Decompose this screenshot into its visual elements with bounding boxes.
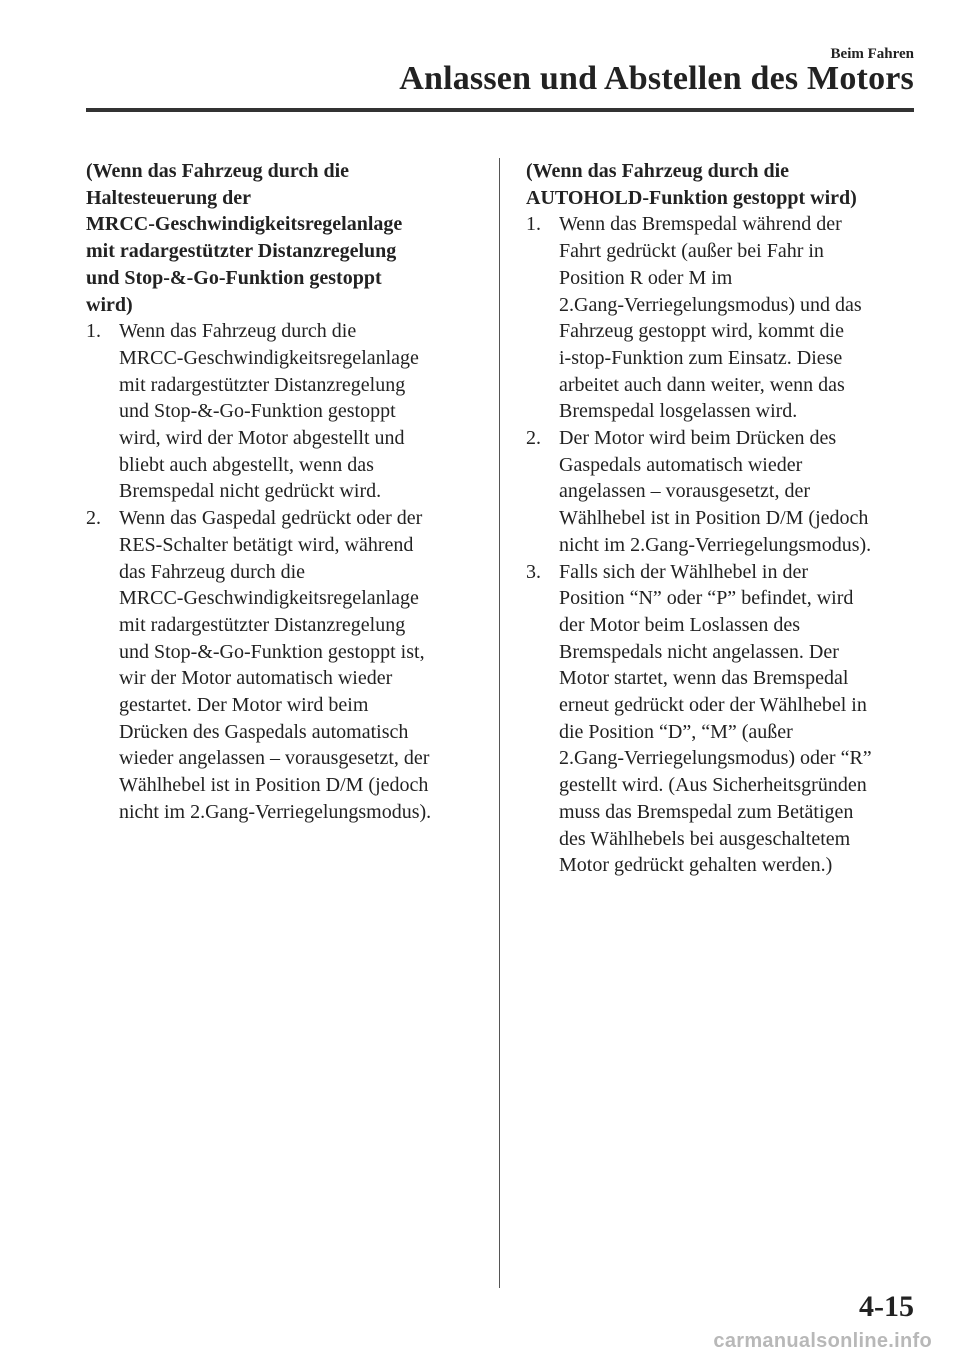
item-line: wird, wird der Motor abgestellt und	[119, 427, 405, 450]
right-heading	[526, 158, 921, 211]
header-rule	[86, 108, 914, 112]
item-line: arbeitet auch dann weiter, wenn das	[559, 373, 845, 396]
item-line: MRCC-Geschwindigkeitsregelanlage	[119, 346, 419, 369]
item-line: wir der Motor automatisch wieder	[119, 667, 393, 690]
right-list	[526, 211, 921, 879]
item-line: MRCC-Geschwindigkeitsregelanlage	[119, 587, 419, 610]
item-line: gestellt wird. (Aus Sicherheitsgründen	[559, 774, 867, 797]
page-title: Anlassen und Abstellen des Motors	[399, 60, 914, 97]
item-number: 2.	[526, 427, 541, 450]
page-number: 4-15	[859, 1290, 914, 1323]
item-line: das Fahrzeug durch die	[119, 560, 306, 583]
item-line: 2.Gang-Verriegelungsmodus) oder “R”	[559, 747, 872, 770]
item-line: der Motor beim Loslassen des	[559, 613, 801, 636]
list-item	[526, 559, 921, 879]
item-text	[559, 559, 921, 879]
item-text	[559, 425, 921, 559]
column-divider	[499, 158, 500, 1288]
item-line: des Wählhebels bei ausgeschaltetem	[559, 827, 851, 850]
item-line: angelassen – vorausgesetzt, der	[559, 480, 811, 503]
item-line: Falls sich der Wählhebel in der	[559, 560, 809, 583]
item-line: mit radargestützter Distanzregelung	[119, 373, 406, 396]
item-text	[559, 211, 921, 425]
item-line: Gaspedals automatisch wieder	[559, 453, 803, 476]
heading-line: Haltesteuerung der	[86, 186, 251, 209]
heading-line: (Wenn das Fahrzeug durch die	[86, 160, 349, 182]
item-line: Position R oder M im	[559, 266, 733, 289]
left-column	[86, 158, 476, 826]
item-line: Motor gedrückt gehalten werden.)	[559, 854, 833, 877]
list-item	[526, 211, 921, 425]
heading-line: MRCC-Geschwindigkeitsregelanlage	[86, 213, 403, 236]
item-line: i-stop-Funktion zum Einsatz. Diese	[559, 346, 843, 369]
item-line: bliebt auch abgestellt, wenn das	[119, 453, 374, 476]
item-line: Bremspedal losgelassen wird.	[559, 400, 798, 423]
list-item	[86, 505, 476, 825]
section-label: Beim Fahren	[830, 46, 914, 62]
item-line: die Position “D”, “M” (außer	[559, 720, 793, 743]
item-number: 2.	[86, 507, 101, 530]
item-line: und Stop-&-Go-Funktion gestoppt	[119, 400, 396, 423]
item-line: Wenn das Gaspedal gedrückt oder der	[119, 507, 423, 530]
item-line: Motor startet, wenn das Bremspedal	[559, 667, 849, 690]
item-text	[119, 505, 476, 825]
item-line: Der Motor wird beim Drücken des	[559, 427, 837, 450]
item-line: gestartet. Der Motor wird beim	[119, 694, 369, 717]
item-line: nicht im 2.Gang-Verriegelungsmodus).	[559, 533, 872, 556]
left-heading	[86, 158, 476, 318]
item-line: muss das Bremspedal zum Betätigen	[559, 800, 854, 823]
right-column	[526, 158, 921, 879]
watermark: carmanualsonline.info	[713, 1330, 932, 1352]
item-line: mit radargestützter Distanzregelung	[119, 613, 406, 636]
item-line: Wenn das Fahrzeug durch die	[119, 320, 357, 343]
item-line: Position “N” oder “P” befindet, wird	[559, 587, 854, 610]
item-line: wieder angelassen – vorausgesetzt, der	[119, 747, 430, 770]
heading-line: AUTOHOLD-Funktion gestoppt wird)	[526, 186, 857, 209]
item-line: Wählhebel ist in Position D/M (jedoch	[559, 507, 869, 530]
item-number: 1.	[526, 213, 541, 236]
item-line: Wenn das Bremspedal während der	[559, 213, 842, 236]
item-line: Wählhebel ist in Position D/M (jedoch	[119, 774, 429, 797]
heading-line: (Wenn das Fahrzeug durch die	[526, 160, 789, 182]
item-line: erneut gedrückt oder der Wählhebel in	[559, 694, 867, 717]
item-line: nicht im 2.Gang-Verriegelungsmodus).	[119, 800, 432, 823]
left-list	[86, 318, 476, 825]
item-number: 1.	[86, 320, 101, 343]
item-line: 2.Gang-Verriegelungsmodus) und das	[559, 293, 862, 316]
item-line: RES-Schalter betätigt wird, während	[119, 533, 414, 556]
item-line: Fahrzeug gestoppt wird, kommt die	[559, 320, 844, 343]
item-line: Bremspedal nicht gedrückt wird.	[119, 480, 382, 503]
item-line: Bremspedals nicht angelassen. Der	[559, 640, 839, 663]
list-item	[526, 425, 921, 559]
list-item	[86, 318, 476, 505]
item-line: Fahrt gedrückt (außer bei Fahr in	[559, 240, 824, 263]
item-text	[119, 318, 476, 505]
item-line: und Stop-&-Go-Funktion gestoppt ist,	[119, 640, 425, 663]
item-line: Drücken des Gaspedals automatisch	[119, 720, 409, 743]
heading-line: mit radargestützter Distanzregelung	[86, 240, 397, 263]
item-number: 3.	[526, 560, 541, 583]
heading-line: und Stop-&-Go-Funktion gestoppt	[86, 266, 382, 289]
heading-line: wird)	[86, 293, 133, 316]
